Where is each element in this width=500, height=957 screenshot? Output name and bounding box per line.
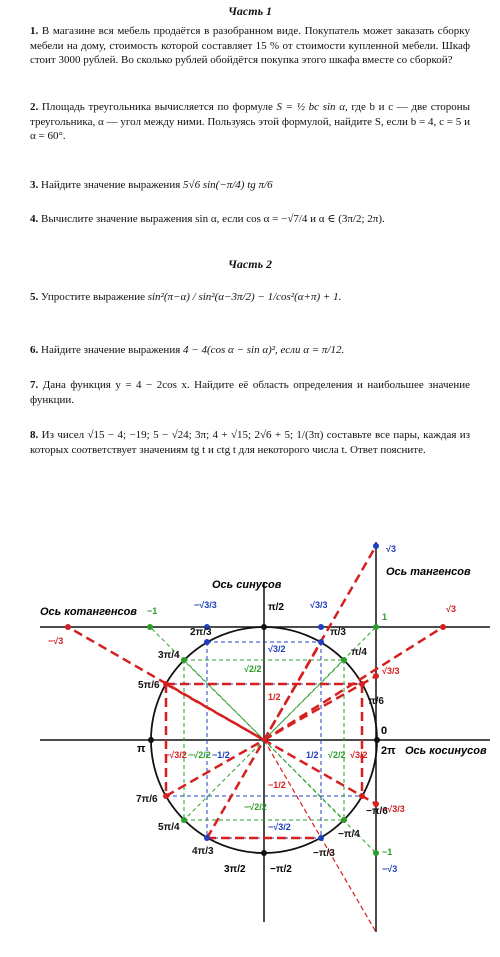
task-5-text: Упростите выражение: [41, 291, 145, 303]
point-sqrt3-tan: [373, 543, 379, 549]
task-5: [30, 290, 470, 305]
label-angle-2pi3: 2π/3: [190, 627, 212, 638]
task-7-text: Дана функция y = 4 − 2cos x. Найдите её область определения и наибольшее значение функции.: [30, 379, 471, 406]
label-angle-7pi6: 7π/6: [136, 794, 158, 805]
task-7-number: 7.: [30, 379, 39, 391]
point-cot-msqrt3: [65, 624, 71, 630]
label-angle-mpi3: −π/3: [313, 848, 335, 859]
label-cos-sqrt3-2: √3/2: [350, 750, 368, 760]
point-0: [374, 737, 380, 743]
label-three-pi-2: 3π/2: [224, 864, 246, 875]
label-cot-sqrt3-3: √3/3: [310, 600, 328, 610]
task-6: [30, 343, 470, 358]
sin-axis-title: Ось синусов: [212, 579, 282, 591]
task-4-text: Вычислите значение выражения sin α, если cos α = −√7/4 и α ∈ (3π/2; 2π).: [41, 213, 385, 225]
label-zero: 0: [381, 725, 388, 737]
task-5-number: 5.: [30, 291, 39, 303]
point-pi: [148, 737, 154, 743]
task-2-formula: S = ½ bc sin α: [276, 101, 345, 113]
task-6-number: 6.: [30, 344, 39, 356]
task-6-expression: 4 − 4(cos α − sin α)², если α = π/12.: [183, 344, 345, 356]
label-angle-pi6: π/6: [368, 696, 384, 707]
label-angle-4pi3: 4π/3: [192, 846, 214, 857]
label-cos-sqrt2-2: √2/2: [328, 750, 346, 760]
task-8-text: Из чисел √15 − 4; −19; 5 − √24; 3π; 4 + √15; 2√6 + 5; 1/(3π) составьте все пары, каждая из которых соответствует значениям tg t и ctg t для некоторого числа t. Ответ поясните.: [30, 429, 470, 456]
label-sin-msqrt3-2: −√3/2: [268, 822, 291, 832]
cot-axis-title: Ось котангенсов: [40, 606, 137, 618]
task-3-expression: 5√6 sin(−π/4) tg π/6: [183, 179, 273, 191]
task-2-text-b: , где b и c — две стороны треугольника, α — угол между ними. Пользуясь этой формулой, найдите S, если b = 4, c = 5 и α = 60°.: [30, 101, 471, 142]
label-angle-3pi4: 3π/4: [158, 650, 180, 661]
label-cos-mhalf: −1/2: [212, 750, 230, 760]
label-tan-sqrt3: √3: [386, 544, 396, 554]
label-m-pi-2: −π/2: [270, 864, 292, 875]
label-sin-sqrt2-2: √2/2: [244, 664, 262, 674]
point-3pi2: [261, 850, 267, 856]
point-tan-m1: [373, 850, 379, 856]
label-sin-mhalf: −1/2: [268, 780, 286, 790]
point-5pi4: [181, 817, 187, 823]
point-pi2: [261, 624, 267, 630]
point-cot-1: [374, 625, 378, 629]
label-cos-msqrt3-2: −√3/2: [164, 750, 187, 760]
part2-heading: Часть 2: [227, 257, 273, 271]
point-mpi3: [318, 835, 324, 841]
label-cot-msqrt3-3: −√3/3: [194, 600, 217, 610]
task-7: [30, 378, 470, 407]
point-mpi6: [359, 793, 365, 799]
cos-axis-title: Ось косинусов: [405, 745, 487, 757]
point-tan-sqrt33: [373, 673, 379, 679]
label-sin-msqrt2-2: −√2/2: [244, 802, 267, 812]
task-5-expression: sin²(π−α) / sin²(α−3π/2) − 1/cos²(α+π) + 1.: [147, 291, 342, 303]
label-cot-m1: −1: [147, 606, 158, 616]
label-tan-msqrt3: −√3: [382, 864, 398, 874]
point-cot-m1: [147, 624, 153, 630]
label-angle-mpi6: −π/6: [366, 806, 388, 817]
task-6-text: Найдите значение выражения: [41, 344, 181, 356]
task-4-number: 4.: [30, 213, 39, 225]
task-4: [30, 212, 470, 227]
tan-axis-title: Ось тангенсов: [386, 566, 471, 578]
point-mpi4: [341, 817, 347, 823]
part1-heading: Часть 1: [227, 4, 273, 18]
label-tan-sqrt3-3: √3/3: [382, 666, 400, 676]
label-angle-5pi4: 5π/4: [158, 822, 180, 833]
task-3-number: 3.: [30, 179, 39, 191]
label-tan-m1: −1: [382, 847, 393, 857]
label-pi-2: π/2: [268, 602, 284, 613]
point-5pi6: [163, 681, 169, 687]
label-tan-1: 1: [382, 612, 388, 622]
point-cot-sqrt3: [440, 624, 446, 630]
point-pi3: [318, 639, 324, 645]
point-4pi3: [204, 835, 210, 841]
label-cos-msqrt2-2: −√2/2: [188, 750, 211, 760]
label-angle-5pi6: 5π/6: [138, 680, 160, 691]
task-1-text: В магазине вся мебель продаётся в разобранном виде. Покупатель может заказать сборку мебели на дому, стоимость которой составляет 15 % от стоимости купленной мебели. Шкаф стоит 3000 рублей. Во сколько рублей обойдётся покупка этого шкафа вместе со сборкой?: [30, 25, 470, 66]
point-2pi3: [204, 639, 210, 645]
point-pi6: [359, 681, 365, 687]
task-3: [30, 178, 470, 193]
label-pi: π: [137, 743, 146, 755]
task-8: [30, 428, 470, 457]
point-cot-sqrt33: [318, 624, 324, 630]
label-angle-pi4: π/4: [351, 647, 367, 658]
task-3-text: Найдите значение выражения: [41, 179, 181, 191]
task-2-number: 2.: [30, 101, 39, 113]
task-1: [30, 24, 470, 68]
point-3pi4: [181, 657, 187, 663]
task-2: [30, 100, 470, 144]
task-1-number: 1.: [30, 25, 39, 37]
task-8-number: 8.: [30, 429, 39, 441]
label-cos-half: 1/2: [306, 750, 319, 760]
label-angle-mpi4: −π/4: [338, 829, 360, 840]
point-pi4: [341, 657, 347, 663]
label-tan-msqrt3-3: −√3/3: [382, 804, 405, 814]
label-sin-half: 1/2: [268, 692, 281, 702]
trig-circle-diagram: [0, 512, 500, 952]
point-7pi6: [163, 793, 169, 799]
label-two-pi: 2π: [381, 745, 396, 757]
label-cot-sqrt3: √3: [446, 604, 456, 614]
label-angle-pi3: π/3: [330, 627, 346, 638]
task-2-text-a: Площадь треугольника вычисляется по формуле: [41, 101, 273, 113]
label-cot-msqrt3: −√3: [48, 636, 64, 646]
label-sin-sqrt3-2: √3/2: [268, 644, 286, 654]
